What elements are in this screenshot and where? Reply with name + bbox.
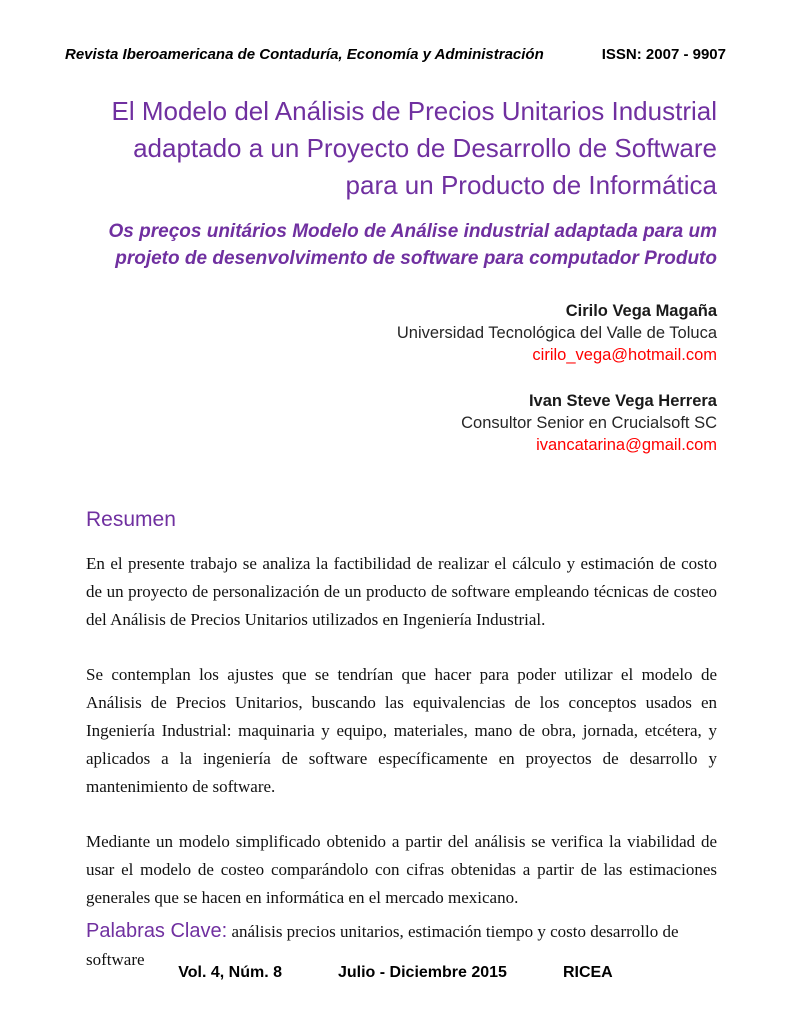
footer-volume: Vol. 4, Núm. 8 xyxy=(178,964,282,981)
keywords-text: análisis precios unitarios, estimación tiempo y costo desarrollo de software xyxy=(86,922,679,969)
author-name: Cirilo Vega Magaña xyxy=(565,302,717,320)
keywords-label: Palabras Clave: xyxy=(86,920,228,942)
running-header xyxy=(0,46,791,63)
author-block-1 xyxy=(86,300,717,366)
author-name: Ivan Steve Vega Herrera xyxy=(528,392,717,410)
article-title: El Modelo del Análisis de Precios Unitarios Industrial adaptado a un Proyecto de Desarrollo de Software para un Producto de Informática xyxy=(111,96,717,200)
author-email-link[interactable]: cirilo_vega@hotmail.com xyxy=(532,346,717,364)
issn-label: ISSN: 2007 - 9907 xyxy=(601,46,726,63)
abstract-paragraph: Se contemplan los ajustes que se tendrían que hacer para poder utilizar el modelo de Análisis de Precios Unitarios, buscando las equivalencias de los conceptos usados en Ingeniería Industrial: maquinaria y equipo, materiales, mano de obra, jornada, etcétera, y aplicados a la ingeniería de software específicamente en proyectos de desarrollo y mantenimiento de software. xyxy=(86,665,717,796)
author-affiliation: Universidad Tecnológica del Valle de Toluca xyxy=(396,324,717,342)
footer-period: Julio - Diciembre 2015 xyxy=(337,964,507,981)
abstract-heading: Resumen xyxy=(86,508,176,531)
footer-journal-abbrev: RICEA xyxy=(562,964,613,981)
author-email-link[interactable]: ivancatarina@gmail.com xyxy=(536,436,717,454)
author-affiliation: Consultor Senior en Crucialsoft SC xyxy=(461,414,717,432)
running-footer xyxy=(0,964,791,982)
author-block-2 xyxy=(86,390,717,456)
abstract-paragraph: En el presente trabajo se analiza la factibilidad de realizar el cálculo y estimación de costo de un proyecto de personalización de un producto de software empleando técnicas de costeo del Análisis de Precios Unitarios utilizados en Ingeniería Industrial. xyxy=(86,554,717,629)
page-content xyxy=(0,93,791,974)
abstract-paragraph: Mediante un modelo simplificado obtenido a partir del análisis se verifica la viabilidad de usar el modelo de costeo comparándolo con cifras obtenidas a partir de las estimaciones generales que se hacen en informática en el mercado mexicano. xyxy=(86,832,717,907)
article-subtitle-portuguese: Os preços unitários Modelo de Análise industrial adaptada para um projeto de desenvolvimento de software para computador Produto xyxy=(108,221,717,269)
journal-name: Revista Iberoamericana de Contaduría, Economía y Administración xyxy=(65,46,544,63)
